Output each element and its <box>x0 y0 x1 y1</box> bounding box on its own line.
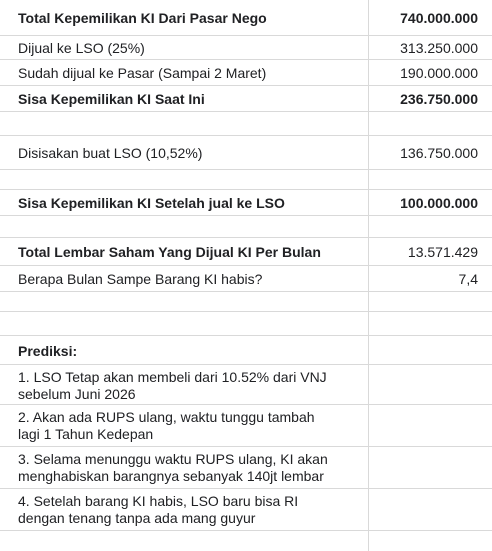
table-row[interactable] <box>0 86 492 112</box>
cell-label[interactable]: Disisakan buat LSO (10,52%) <box>18 144 203 161</box>
cell-label[interactable]: Total Kepemilikan KI Dari Pasar Nego <box>18 9 267 26</box>
cell-value[interactable]: 7,4 <box>458 270 478 287</box>
prediksi-item[interactable]: 3. Selama menunggu waktu RUPS ulang, KI akan menghabiskan barangnya sebanyak 140jt lembar <box>18 451 328 484</box>
cell-value[interactable]: 13.571.429 <box>407 243 478 260</box>
empty-row[interactable] <box>0 531 492 551</box>
table-row[interactable] <box>0 447 492 489</box>
cell-label[interactable]: Total Lembar Saham Yang Dijual KI Per Bulan <box>18 243 321 260</box>
empty-row[interactable] <box>0 292 492 312</box>
cell-value[interactable]: 136.750.000 <box>400 144 478 161</box>
table-row[interactable] <box>0 190 492 216</box>
table-row[interactable] <box>0 365 492 405</box>
table-row[interactable] <box>0 266 492 292</box>
table-row[interactable] <box>0 336 492 365</box>
cell-value[interactable]: 100.000.000 <box>400 194 478 211</box>
cell-label[interactable]: Sisa Kepemilikan KI Saat Ini <box>18 90 205 107</box>
cell-value[interactable]: 313.250.000 <box>400 39 478 56</box>
prediksi-item[interactable]: 4. Setelah barang KI habis, LSO baru bisa RI dengan tenang tanpa ada mang guyur <box>18 493 299 526</box>
cell-label[interactable]: Dijual ke LSO (25%) <box>18 39 145 56</box>
table-row[interactable] <box>0 36 492 60</box>
cell-value[interactable]: 236.750.000 <box>400 90 478 107</box>
prediksi-item[interactable]: 2. Akan ada RUPS ulang, waktu tunggu tambah lagi 1 Tahun Kedepan <box>18 409 315 442</box>
prediksi-item[interactable]: 1. LSO Tetap akan membeli dari 10.52% dari VNJ sebelum Juni 2026 <box>18 369 327 402</box>
table-row[interactable] <box>0 405 492 447</box>
table-row[interactable] <box>0 238 492 266</box>
prediksi-heading[interactable]: Prediksi: <box>18 343 78 359</box>
empty-row[interactable] <box>0 112 492 136</box>
empty-row[interactable] <box>0 312 492 336</box>
cell-label[interactable]: Sudah dijual ke Pasar (Sampai 2 Maret) <box>18 64 267 81</box>
cell-value[interactable]: 190.000.000 <box>400 64 478 81</box>
table-row[interactable] <box>0 489 492 531</box>
table-row[interactable] <box>0 136 492 170</box>
cell-value[interactable]: 740.000.000 <box>400 9 478 26</box>
table-row[interactable] <box>0 60 492 86</box>
empty-row[interactable] <box>0 216 492 238</box>
cell-label[interactable]: Sisa Kepemilikan KI Setelah jual ke LSO <box>18 194 285 211</box>
empty-row[interactable] <box>0 170 492 190</box>
cell-label[interactable]: Berapa Bulan Sampe Barang KI habis? <box>18 270 263 287</box>
table-row[interactable] <box>0 0 492 36</box>
